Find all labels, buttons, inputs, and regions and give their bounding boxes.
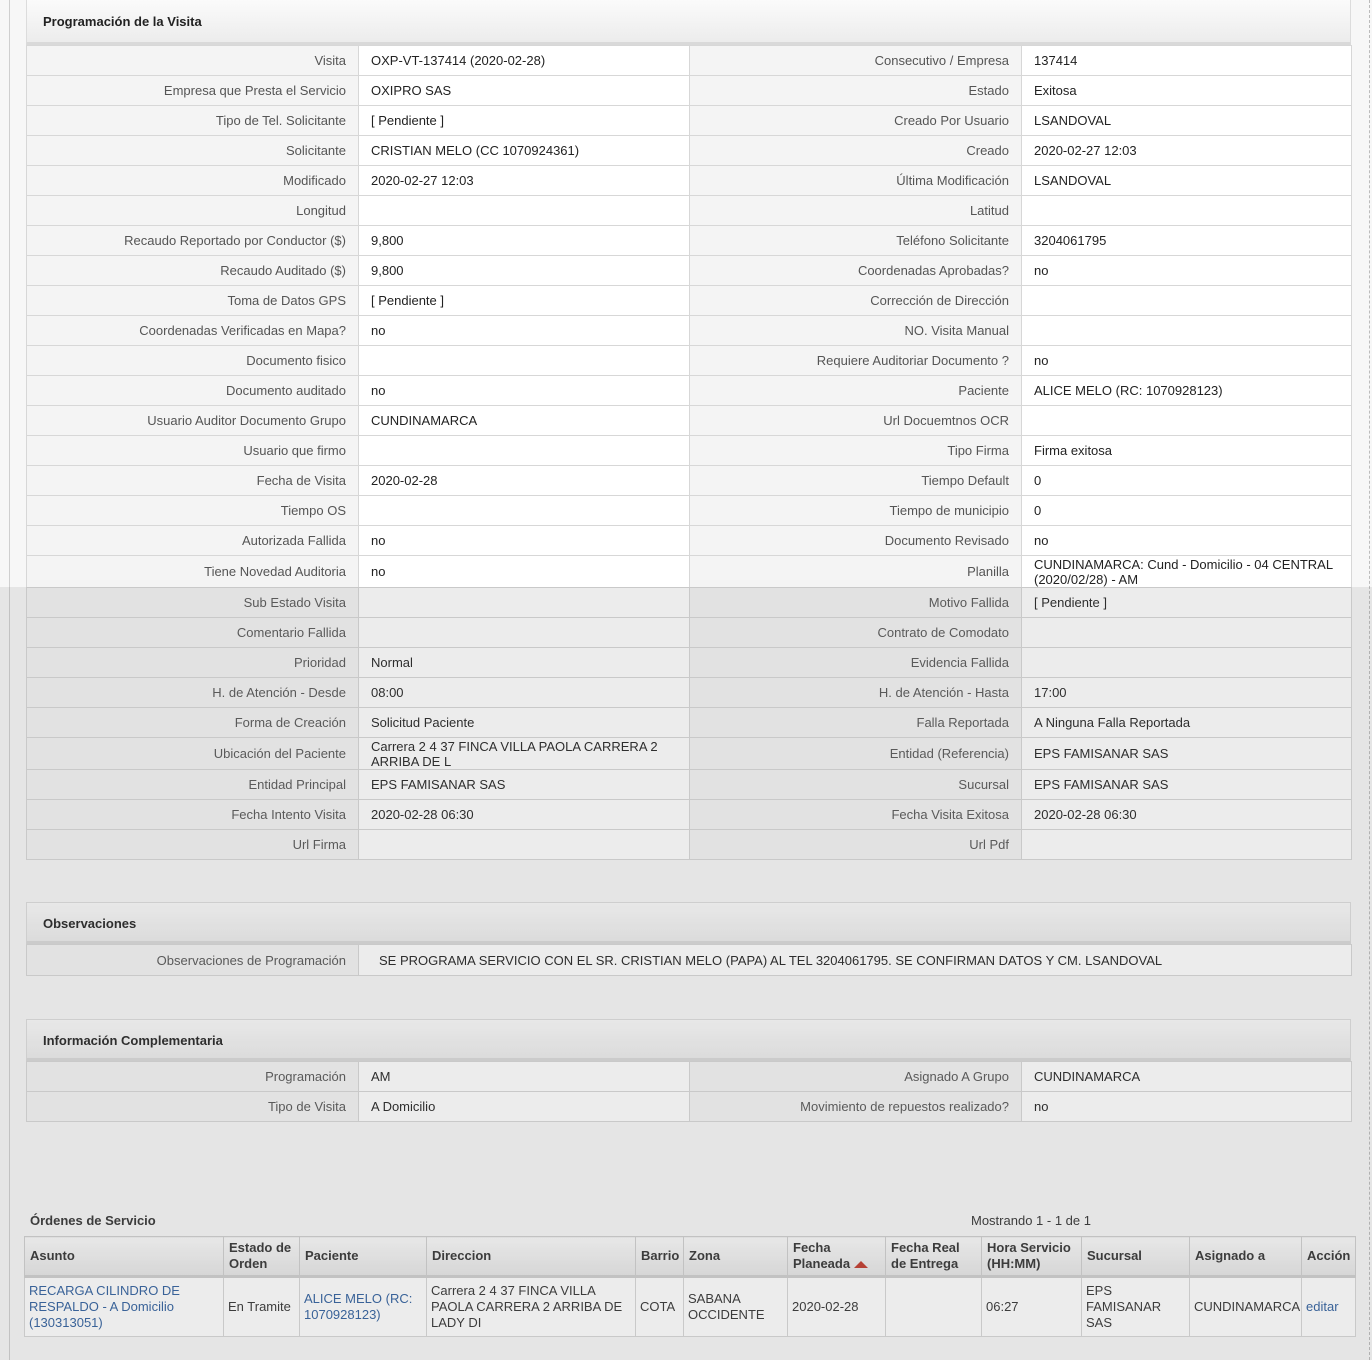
field-value-text: 2020-02-28 06:30: [1034, 807, 1137, 822]
field-label-text: Latitud: [969, 203, 1009, 218]
observations-label: Observaciones de Programación: [27, 945, 359, 976]
order-zona: SABANA OCCIDENTE: [684, 1277, 788, 1337]
field-value: [1022, 46, 1352, 76]
field-label-text: Forma de Creación: [234, 715, 346, 730]
field-value-text: 2020-02-28: [371, 473, 438, 488]
field-label: [690, 1062, 1022, 1092]
field-label: [690, 526, 1022, 556]
field-label: [27, 588, 359, 618]
field-value: [1022, 256, 1352, 286]
field-value: [359, 800, 690, 830]
field-label: [27, 406, 359, 436]
col-hora[interactable]: Hora Servicio (HH:MM): [982, 1237, 1082, 1277]
field-value: [1022, 376, 1352, 406]
field-value-text: Firma exitosa: [1034, 443, 1113, 458]
field-label-text: Documento fisico: [246, 353, 346, 368]
service-orders-section: [24, 1210, 1355, 1337]
col-fecha-planeada-label: Fecha Planeada: [793, 1240, 851, 1271]
field-value: [359, 496, 690, 526]
field-label: [690, 678, 1022, 708]
visit-schedule-title: Programación de la Visita: [26, 0, 1351, 45]
field-value: [359, 76, 690, 106]
form-row: [27, 1062, 1352, 1092]
col-fecha-real[interactable]: Fecha Real de Entrega: [886, 1237, 982, 1277]
form-row: [27, 316, 1352, 346]
field-value: [359, 738, 690, 770]
field-label: [690, 346, 1022, 376]
form-row: [27, 770, 1352, 800]
field-value: [1022, 1092, 1352, 1122]
edit-order-link[interactable]: editar: [1302, 1277, 1356, 1337]
field-value: [359, 106, 690, 136]
complementary-info-table: [26, 1061, 1352, 1122]
field-value-text: [ Pendiente ]: [371, 293, 444, 308]
col-barrio[interactable]: Barrio: [636, 1237, 684, 1277]
field-value-text: no: [1034, 353, 1049, 368]
field-value: [359, 316, 690, 346]
field-label-text: Tiempo de municipio: [889, 503, 1009, 518]
visit-schedule-panel: [26, 0, 1351, 860]
field-value: [359, 830, 690, 860]
field-value: [1022, 106, 1352, 136]
field-value: [1022, 286, 1352, 316]
field-label-text: Asignado A Grupo: [904, 1069, 1009, 1084]
field-value: [1022, 136, 1352, 166]
field-value: [359, 376, 690, 406]
field-label: [27, 800, 359, 830]
field-label: [27, 196, 359, 226]
form-row: [27, 46, 1352, 76]
col-asignado[interactable]: Asignado a: [1190, 1237, 1302, 1277]
field-value: [359, 286, 690, 316]
field-value: [359, 770, 690, 800]
form-row: [27, 708, 1352, 738]
field-label: [27, 286, 359, 316]
field-label: [27, 466, 359, 496]
field-label-text: Url Firma: [292, 837, 346, 852]
field-label-text: Usuario Auditor Documento Grupo: [147, 413, 346, 428]
field-label-text: Programación: [265, 1069, 346, 1084]
observations-value: SE PROGRAMA SERVICIO CON EL SR. CRISTIAN MELO (PAPA) AL TEL 3204061795. SE CONFIRMAN DATOS Y CM. LSANDOVAL: [359, 945, 1352, 976]
field-value: [359, 226, 690, 256]
field-value-text: 2020-02-27 12:03: [371, 173, 474, 188]
form-row: [27, 830, 1352, 860]
form-row: [27, 526, 1352, 556]
field-value-text: 9,800: [371, 233, 404, 248]
field-value-text: no: [371, 533, 386, 548]
field-label-text: Consecutivo / Empresa: [874, 53, 1009, 68]
form-row: [27, 346, 1352, 376]
field-value: [359, 46, 690, 76]
field-value: [359, 466, 690, 496]
field-value-text: OXP-VT-137414 (2020-02-28): [371, 53, 546, 68]
field-value: [359, 136, 690, 166]
observations-row: [27, 945, 1352, 976]
form-row: [27, 166, 1352, 196]
col-paciente[interactable]: Paciente: [300, 1237, 427, 1277]
field-value: [359, 406, 690, 436]
field-value: [1022, 466, 1352, 496]
field-label: [690, 286, 1022, 316]
field-label: [690, 226, 1022, 256]
form-row: [27, 226, 1352, 256]
observations-table: [26, 944, 1352, 976]
form-row: [27, 136, 1352, 166]
field-label: [690, 588, 1022, 618]
field-label-text: Recaudo Auditado ($): [220, 263, 346, 278]
field-label-text: Creado Por Usuario: [894, 113, 1009, 128]
field-label-text: Empresa que Presta el Servicio: [163, 83, 346, 98]
field-label: [27, 1092, 359, 1122]
field-value: [1022, 770, 1352, 800]
field-value: [1022, 196, 1352, 226]
field-label-text: Entidad (Referencia): [889, 746, 1009, 761]
form-row: [27, 436, 1352, 466]
field-label-text: Documento auditado: [226, 383, 346, 398]
field-label: [27, 618, 359, 648]
col-direccion[interactable]: Direccion: [427, 1237, 636, 1277]
field-label: [27, 770, 359, 800]
field-value-text: no: [1034, 533, 1049, 548]
field-value-text: no: [371, 383, 386, 398]
field-value: [359, 588, 690, 618]
field-label-text: Tiene Novedad Auditoria: [204, 564, 346, 579]
field-label-text: Url Docuemtnos OCR: [883, 413, 1009, 428]
field-label: [27, 136, 359, 166]
order-sucursal: EPS FAMISANAR SAS: [1082, 1277, 1190, 1337]
form-row: [27, 256, 1352, 286]
order-estado: En Tramite: [224, 1277, 300, 1337]
field-label-text: Usuario que firmo: [243, 443, 346, 458]
observations-panel: [26, 902, 1351, 976]
form-row: [27, 738, 1352, 770]
field-value: [1022, 316, 1352, 346]
field-value: [359, 556, 690, 588]
field-label-text: Modificado: [283, 173, 346, 188]
field-label-text: Coordenadas Verificadas en Mapa?: [139, 323, 346, 338]
field-value-text: [ Pendiente ]: [371, 113, 444, 128]
field-value: [359, 708, 690, 738]
complementary-info-panel: [26, 1019, 1351, 1122]
order-barrio: COTA: [636, 1277, 684, 1337]
field-value-text: AM: [371, 1069, 391, 1084]
field-label-text: Autorizada Fallida: [241, 533, 346, 548]
field-label: [27, 376, 359, 406]
field-value: [1022, 526, 1352, 556]
field-label-text: Documento Revisado: [884, 533, 1009, 548]
field-value: [1022, 618, 1352, 648]
field-value: [359, 436, 690, 466]
form-row: [27, 406, 1352, 436]
field-label: [690, 316, 1022, 346]
field-value-text: A Domicilio: [371, 1099, 436, 1114]
field-value: [359, 648, 690, 678]
field-value: [359, 678, 690, 708]
field-label: [27, 556, 359, 588]
field-value: [1022, 708, 1352, 738]
field-label-text: Estado: [968, 83, 1009, 98]
field-label-text: Recaudo Reportado por Conductor ($): [124, 233, 346, 248]
order-fecha-planeada: 2020-02-28: [788, 1277, 886, 1337]
field-label-text: Evidencia Fallida: [910, 655, 1009, 670]
field-value: [359, 196, 690, 226]
field-value-text: CRISTIAN MELO (CC 1070924361): [371, 143, 580, 158]
field-label: [27, 226, 359, 256]
service-orders-title: Órdenes de Servicio: [30, 1213, 156, 1228]
field-label: [27, 738, 359, 770]
field-value: [359, 1092, 690, 1122]
field-value: [1022, 830, 1352, 860]
form-row: [27, 1092, 1352, 1122]
field-label: [690, 648, 1022, 678]
field-label-text: Fecha Intento Visita: [231, 807, 346, 822]
field-label-text: Falla Reportada: [916, 715, 1009, 730]
field-value-text: 0: [1034, 503, 1042, 518]
field-label-text: Longitud: [296, 203, 346, 218]
field-value-text: CUNDINAMARCA: [1034, 1069, 1141, 1084]
field-label-text: Fecha Visita Exitosa: [891, 807, 1009, 822]
field-label-text: H. de Atención - Desde: [212, 685, 346, 700]
field-label: [690, 770, 1022, 800]
field-label: [27, 496, 359, 526]
field-label-text: Sucursal: [958, 777, 1009, 792]
sort-ascending-icon: [854, 1261, 868, 1268]
field-label-text: Tiempo Default: [921, 473, 1009, 488]
field-label-text: Entidad Principal: [248, 777, 346, 792]
field-label: [27, 316, 359, 346]
field-value-text: 08:00: [371, 685, 404, 700]
field-label: [690, 738, 1022, 770]
field-value-text: no: [1034, 263, 1049, 278]
field-label: [27, 46, 359, 76]
field-label: [27, 166, 359, 196]
field-label-text: Teléfono Solicitante: [896, 233, 1009, 248]
field-label-text: Tiempo OS: [280, 503, 346, 518]
form-row: [27, 286, 1352, 316]
field-label-text: Solicitante: [286, 143, 346, 158]
field-label-text: Corrección de Dirección: [870, 293, 1009, 308]
field-value-text: 137414: [1034, 53, 1078, 68]
field-value: [1022, 436, 1352, 466]
field-label-text: Prioridad: [293, 655, 346, 670]
field-label: [27, 436, 359, 466]
col-asunto[interactable]: Asunto: [25, 1237, 224, 1277]
field-label: [27, 76, 359, 106]
field-label: [690, 496, 1022, 526]
field-value-text: LSANDOVAL: [1034, 173, 1112, 188]
field-label: [690, 166, 1022, 196]
field-label-text: Comentario Fallida: [236, 625, 346, 640]
field-value: [1022, 226, 1352, 256]
field-value-text: CUNDINAMARCA: Cund - Domicilio - 04 CENTRAL (2020/02/28) - AM: [1034, 556, 1333, 587]
form-row: [27, 800, 1352, 830]
table-row: [25, 1277, 1356, 1337]
field-value: [1022, 800, 1352, 830]
form-row: [27, 588, 1352, 618]
field-value-text: no: [371, 323, 386, 338]
col-accion: Acción: [1302, 1237, 1356, 1277]
order-direccion: Carrera 2 4 37 FINCA VILLA PAOLA CARRERA 2 ARRIBA DE LADY DI: [427, 1277, 636, 1337]
left-border: [9, 0, 10, 1360]
field-label-text: Url Pdf: [969, 837, 1009, 852]
field-value-text: 17:00: [1034, 685, 1067, 700]
col-estado[interactable]: Estado de Orden: [224, 1237, 300, 1277]
field-label-text: Fecha de Visita: [256, 473, 346, 488]
field-value: [359, 166, 690, 196]
field-label-text: NO. Visita Manual: [904, 323, 1009, 338]
order-paciente-link[interactable]: ALICE MELO (RC: 1070928123): [300, 1277, 427, 1337]
field-label: [27, 708, 359, 738]
field-label: [690, 196, 1022, 226]
field-value: [1022, 76, 1352, 106]
field-value: [359, 346, 690, 376]
field-value: [1022, 588, 1352, 618]
field-label: [690, 106, 1022, 136]
col-sucursal[interactable]: Sucursal: [1082, 1237, 1190, 1277]
field-value-text: no: [1034, 1099, 1049, 1114]
field-value: [1022, 648, 1352, 678]
field-value-text: [ Pendiente ]: [1034, 595, 1107, 610]
complementary-info-title: Información Complementaria: [26, 1019, 1351, 1061]
right-border: [1369, 0, 1370, 1360]
col-fecha-planeada[interactable]: [788, 1237, 886, 1277]
form-row: [27, 466, 1352, 496]
form-row: [27, 678, 1352, 708]
field-label-text: Visita: [314, 53, 346, 68]
field-label: [27, 346, 359, 376]
field-label: [27, 830, 359, 860]
field-label-text: Creado: [966, 143, 1009, 158]
field-value-text: EPS FAMISANAR SAS: [371, 777, 506, 792]
form-row: [27, 106, 1352, 136]
field-value: [1022, 556, 1352, 588]
field-value: [359, 618, 690, 648]
field-label: [690, 466, 1022, 496]
field-label: [690, 556, 1022, 588]
field-label: [690, 618, 1022, 648]
field-label: [690, 708, 1022, 738]
field-value-text: 3204061795: [1034, 233, 1107, 248]
field-label-text: Planilla: [967, 564, 1009, 579]
form-row: [27, 618, 1352, 648]
field-label-text: Paciente: [958, 383, 1009, 398]
field-value-text: 9,800: [371, 263, 404, 278]
form-row: [27, 196, 1352, 226]
field-label: [690, 256, 1022, 286]
field-label-text: Coordenadas Aprobadas?: [857, 263, 1009, 278]
col-zona[interactable]: Zona: [684, 1237, 788, 1277]
field-label: [27, 1062, 359, 1092]
field-label-text: Toma de Datos GPS: [227, 293, 346, 308]
field-label-text: Tipo Firma: [947, 443, 1009, 458]
field-value: [1022, 166, 1352, 196]
field-value: [1022, 496, 1352, 526]
field-label-text: Contrato de Comodato: [877, 625, 1009, 640]
field-label-text: H. de Atención - Hasta: [878, 685, 1009, 700]
field-value: [1022, 738, 1352, 770]
field-value-text: 2020-02-27 12:03: [1034, 143, 1137, 158]
order-fecha-real: [886, 1277, 982, 1337]
field-value-text: 2020-02-28 06:30: [371, 807, 474, 822]
field-label-text: Tipo de Tel. Solicitante: [215, 113, 346, 128]
field-label: [27, 526, 359, 556]
field-value-text: Carrera 2 4 37 FINCA VILLA PAOLA CARRERA 2 ARRIBA DE L: [371, 738, 658, 769]
field-value-text: Exitosa: [1034, 83, 1077, 98]
field-label-text: Requiere Auditoriar Documento ?: [816, 353, 1009, 368]
pagination-count: Mostrando 1 - 1 de 1: [971, 1213, 1091, 1228]
field-label-text: Última Modificación: [896, 173, 1009, 188]
field-value: [359, 526, 690, 556]
field-label: [690, 376, 1022, 406]
field-value: [1022, 346, 1352, 376]
field-value-text: LSANDOVAL: [1034, 113, 1112, 128]
field-label: [690, 1092, 1022, 1122]
grid-header-row: [25, 1237, 1356, 1277]
field-label: [690, 76, 1022, 106]
field-value-text: 0: [1034, 473, 1042, 488]
field-value: [1022, 678, 1352, 708]
field-label-text: Sub Estado Visita: [243, 595, 346, 610]
field-label-text: Motivo Fallida: [928, 595, 1009, 610]
field-value-text: no: [371, 564, 386, 579]
field-label: [690, 406, 1022, 436]
field-label-text: Tipo de Visita: [267, 1099, 346, 1114]
field-value-text: A Ninguna Falla Reportada: [1034, 715, 1191, 730]
field-label: [690, 800, 1022, 830]
form-row: [27, 496, 1352, 526]
field-value-text: Normal: [371, 655, 413, 670]
service-orders-table: [24, 1236, 1356, 1337]
field-label-text: Ubicación del Paciente: [213, 746, 346, 761]
field-value-text: OXIPRO SAS: [371, 83, 452, 98]
field-label: [27, 678, 359, 708]
field-label: [27, 106, 359, 136]
field-label-text: Movimiento de repuestos realizado?: [800, 1099, 1009, 1114]
form-row: [27, 76, 1352, 106]
field-label: [690, 830, 1022, 860]
form-row: [27, 648, 1352, 678]
field-label: [690, 46, 1022, 76]
field-value: [1022, 1062, 1352, 1092]
field-value-text: ALICE MELO (RC: 1070928123): [1034, 383, 1223, 398]
field-label: [27, 256, 359, 286]
field-value-text: EPS FAMISANAR SAS: [1034, 777, 1169, 792]
field-value-text: Solicitud Paciente: [371, 715, 475, 730]
field-value-text: EPS FAMISANAR SAS: [1034, 746, 1169, 761]
field-label: [27, 648, 359, 678]
form-row: [27, 556, 1352, 588]
order-hora: 06:27: [982, 1277, 1082, 1337]
field-value: [1022, 406, 1352, 436]
field-label: [690, 136, 1022, 166]
order-asignado: CUNDINAMARCA: [1190, 1277, 1302, 1337]
field-value: [359, 1062, 690, 1092]
field-value-text: CUNDINAMARCA: [371, 413, 478, 428]
form-row: [27, 376, 1352, 406]
field-label: [690, 436, 1022, 466]
visit-details-table: [26, 45, 1352, 860]
order-asunto-link[interactable]: RECARGA CILINDRO DE RESPALDO - A Domicilio (130313051): [25, 1277, 224, 1337]
observations-title: Observaciones: [26, 902, 1351, 944]
field-value: [359, 256, 690, 286]
